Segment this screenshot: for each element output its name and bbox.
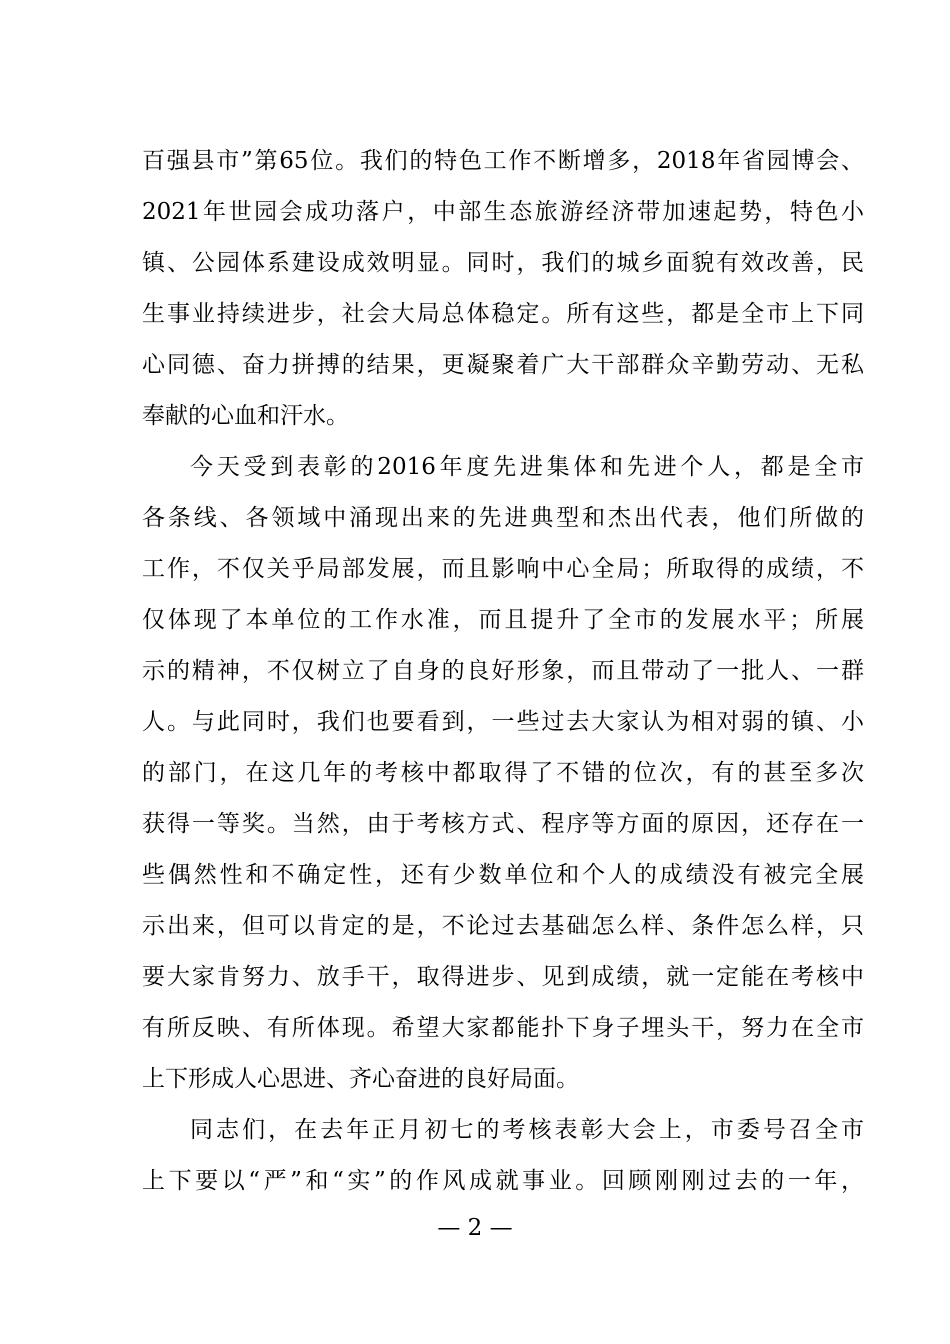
text-line: 镇、公园体系建设成效明显。同时，我们的城乡面貌有效改善，民: [142, 250, 864, 276]
body-text: [142, 136, 864, 1207]
text-line: 生事业持续进步，社会大局总体稳定。所有这些，都是全市上下同: [142, 301, 864, 327]
text-line: 仅体现了本单位的工作水准，而且提升了全市的发展水平；所展: [142, 607, 864, 633]
text-line: 人。与此同时，我们也要看到，一些过去大家认为相对弱的镇、小: [142, 709, 864, 735]
text-line: 奉献的心血和汗水。: [142, 403, 349, 429]
text-line: 各条线、各领域中涌现出来的先进典型和杰出代表，他们所做的: [142, 505, 864, 531]
text-line: 心同德、奋力拼搏的结果，更凝聚着广大干部群众辛勤劳动、无私: [142, 352, 864, 378]
text-line: 2021年世园会成功落户，中部生态旅游经济带加速起势，特色小: [142, 199, 864, 225]
text-line: 要大家肯努力、放手干，取得进步、见到成绩，就一定能在考核中: [142, 964, 864, 990]
text-line: 百强县市”第65位。我们的特色工作不断增多，2018年省园博会、: [142, 148, 864, 174]
text-line: 有所反映、有所体现。希望大家都能扑下身子埋头干，努力在全市: [142, 1015, 864, 1041]
text-line: 的部门，在这几年的考核中都取得了不错的位次，有的甚至多次: [142, 760, 864, 786]
text-line: 上下要以“严”和“实”的作风成就事业。回顾刚刚过去的一年，: [142, 1168, 864, 1194]
page-number: — 2 —: [437, 1215, 513, 1241]
paragraph-3: [142, 1105, 864, 1207]
text-line: 示出来，但可以肯定的是，不论过去基础怎么样、条件怎么样，只: [142, 913, 864, 939]
text-line: 工作，不仅关乎局部发展，而且影响中心全局；所取得的成绩，不: [142, 556, 864, 582]
text-line: 些偶然性和不确定性，还有少数单位和个人的成绩没有被完全展: [142, 862, 864, 888]
text-line: 上下形成人心思进、齐心奋进的良好局面。: [142, 1066, 579, 1092]
paragraph-2: [142, 442, 864, 1105]
text-line: 同志们，在去年正月初七的考核表彰大会上，市委号召全市: [190, 1117, 864, 1143]
paragraph-1: [142, 136, 864, 442]
text-line: 获得一等奖。当然，由于考核方式、程序等方面的原因，还存在一: [142, 811, 864, 837]
text-line: 今天受到表彰的2016年度先进集体和先进个人，都是全市: [190, 454, 864, 480]
text-line: 示的精神，不仅树立了自身的良好形象，而且带动了一批人、一群: [142, 658, 864, 684]
